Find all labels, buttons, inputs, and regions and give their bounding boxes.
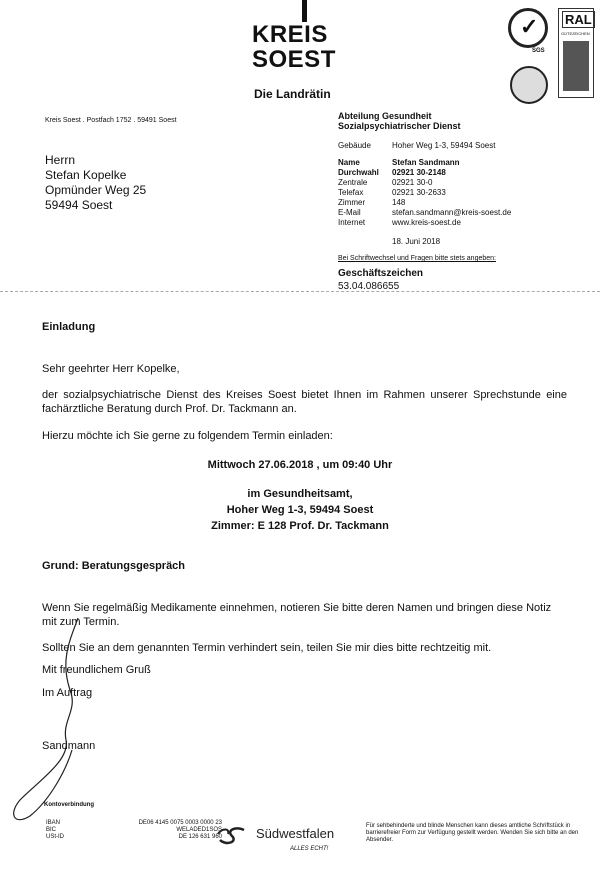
info-value: Hoher Weg 1-3, 59494 Soest [392, 141, 496, 150]
info-label: Zimmer [338, 198, 366, 207]
info-label: Durchwahl [338, 168, 379, 177]
bank-value: DE 126 631 960 [178, 834, 222, 840]
logo-line-2: SOEST [252, 46, 336, 73]
bank-key: IBAN [46, 820, 61, 826]
ral-title: RAL [562, 11, 595, 28]
recipient-line: Herrn [45, 153, 76, 167]
bank-label: Kontoverbindung [44, 802, 94, 808]
logo-bar [302, 0, 307, 22]
reference-note: Bei Schriftwechsel und Fragen bitte stets angeben: [338, 255, 496, 262]
info-label: Zentrale [338, 178, 368, 187]
department-heading [338, 111, 461, 131]
bank-value: DE06 4145 0075 0003 0000 23 [138, 820, 222, 826]
body-paragraph: Sollten Sie an dem genannten Termin verhindert sein, teilen Sie mir dies bitte rechtzeitig mit. [42, 642, 492, 654]
family-friendly-seal-icon [510, 66, 548, 104]
info-value: www.kreis-soest.de [392, 218, 461, 227]
location-line: im Gesundheitsamt, [247, 488, 353, 500]
bank-value: WELADED1SOS [176, 827, 222, 833]
sgs-label: SGS [532, 48, 545, 54]
info-value: Stefan Sandmann [392, 158, 460, 167]
department-line: Sozialpsychiatrischer Dienst [338, 121, 461, 131]
handwritten-signature [0, 600, 130, 830]
signature-name: Sandmann [42, 740, 96, 752]
info-value: 02921 30-2633 [392, 188, 446, 197]
on-behalf: Im Auftrag [42, 687, 93, 699]
location-line: Hoher Weg 1-3, 59494 Soest [226, 504, 374, 516]
sgs-certification-seal-icon: ✓ [508, 8, 548, 48]
info-label: Internet [338, 218, 366, 227]
appointment-location [0, 486, 600, 534]
recipient-address [45, 153, 146, 213]
bank-key: BIC [46, 827, 57, 833]
subject: Einladung [42, 321, 96, 333]
info-label: Name [338, 158, 360, 167]
body-paragraph: Wenn Sie regelmäßig Medikamente einnehmen, notieren Sie bitte deren Namen und bringen diese Notiz mit zum Termin. [42, 602, 552, 628]
letter-date: 18. Juni 2018 [392, 237, 441, 246]
info-label: Gebäude [338, 141, 371, 150]
info-value: 148 [392, 198, 406, 207]
accessibility-note: Für sehbehinderte und blinde Menschen kann dieses amtliche Schriftstück in barrierefreier Form zur Verfügung gestellt werden. Wenden Sie sich bitte an den Absender. [366, 823, 579, 843]
kreis-soest-logo [252, 22, 336, 72]
ral-quality-mark [558, 8, 594, 98]
logo-line-1: KREIS [252, 21, 328, 48]
info-label: Telefax [338, 188, 364, 197]
info-value: 02921 30-0 [392, 178, 433, 187]
recipient-line: Stefan Kopelke [45, 168, 127, 182]
department-line: Abteilung Gesundheit [338, 111, 432, 121]
bank-key: USt-ID [46, 834, 64, 840]
region-logo-text: Südwestfalen [256, 826, 335, 841]
ral-emblem-icon [563, 41, 589, 91]
info-value: stefan.sandmann@kreis-soest.de [392, 208, 512, 217]
suedwestfalen-logo-icon [216, 824, 250, 846]
sender-line: Kreis Soest . Postfach 1752 . 59491 Soest [45, 117, 177, 124]
recipient-line: Opmünder Weg 25 [45, 183, 147, 197]
appointment-datetime: Mittwoch 27.06.2018 , um 09:40 Uhr [207, 459, 393, 471]
salutation: Sehr geehrter Herr Kopelke, [42, 363, 180, 375]
region-tagline: ALLES ECHT! [290, 846, 329, 852]
office-title: Die Landrätin [254, 87, 331, 101]
recipient-line: 59494 Soest [45, 198, 113, 212]
reference-number: 53.04.086655 [338, 281, 400, 292]
info-value: 02921 30-2148 [392, 168, 446, 177]
ral-subtitle: GÜTEZEICHEN [561, 31, 590, 36]
body-paragraph: der sozialpsychiatrische Dienst des Kreises Soest bietet Ihnen im Rahmen unserer Sprechstunde eine fachärztliche Beratung durch Prof. Dr. Tackmann an. [42, 389, 567, 415]
info-label: E-Mail [338, 208, 361, 217]
appointment-reason: Grund: Beratungsgespräch [42, 560, 186, 572]
fold-rule [0, 291, 600, 292]
reference-label: Geschäftszeichen [338, 268, 424, 279]
body-paragraph: Hierzu möchte ich Sie gerne zu folgendem Termin einladen: [42, 430, 333, 442]
location-line: Zimmer: E 128 Prof. Dr. Tackmann [211, 520, 389, 532]
closing: Mit freundlichem Gruß [42, 664, 151, 676]
